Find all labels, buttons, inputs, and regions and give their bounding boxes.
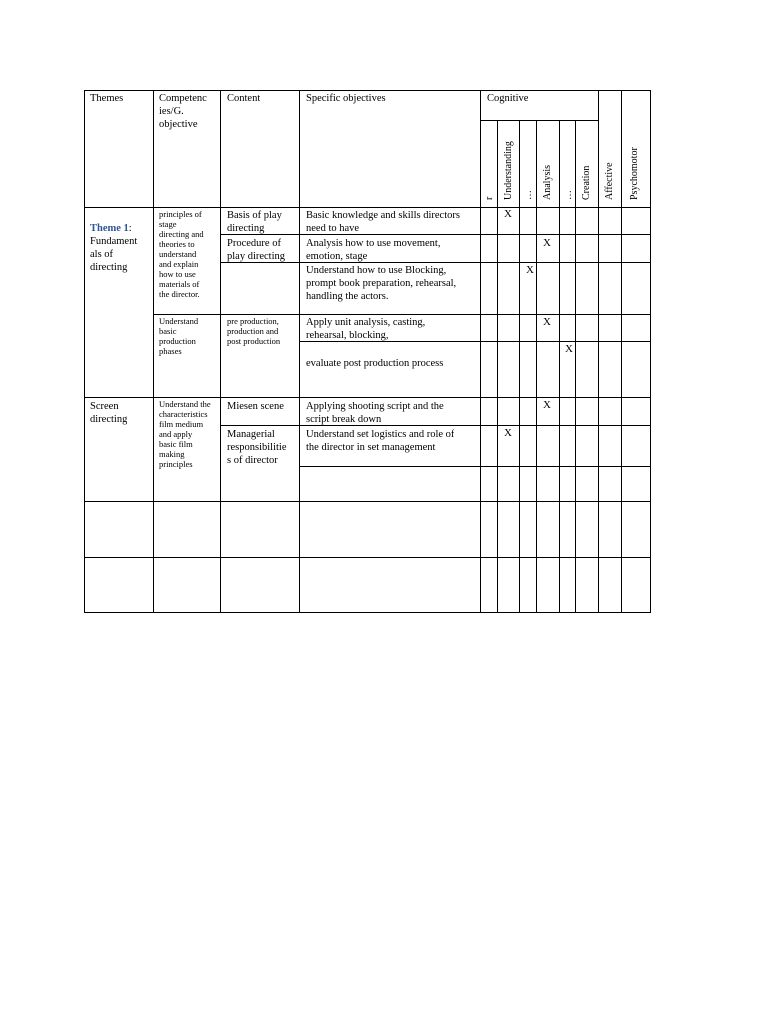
competency-1: principles of stage directing and theories to understand and explain how to use materials of the director. [159, 209, 204, 299]
competency-3: Understand the characteristics film medium and apply basic film making principles [159, 399, 211, 469]
header-content: Content [227, 93, 261, 104]
content-1: Basis of play directing [227, 210, 282, 234]
content-2: Procedure of play directing [227, 238, 286, 262]
mark-row-5: X [565, 343, 573, 355]
objective-5: evaluate post production process [306, 358, 444, 369]
mark-row-4: X [543, 316, 551, 328]
mark-row-1: X [504, 208, 512, 220]
theme-1-title: : Fundament als of directing [90, 223, 138, 273]
header-creation: Creation [581, 165, 592, 200]
header-understanding: Understanding [503, 141, 514, 200]
header-cognitive-sub-1: r [484, 196, 495, 200]
content-5: Managerial responsibilitie s of director [227, 429, 287, 466]
header-analysis: Analysis [542, 165, 553, 200]
mark-row-6: X [543, 399, 551, 411]
competency-2: Understand basic production phases [159, 316, 199, 356]
header-competencies: Competenc ies/G. objective [159, 93, 207, 130]
mark-row-7: X [504, 427, 512, 439]
header-cognitive-sub-5: … [563, 190, 574, 200]
header-psychomotor: Psychomotor [629, 147, 640, 200]
objective-1: Basic knowledge and skills directors need to have [306, 210, 460, 234]
header-cognitive-sub-3: … [523, 190, 534, 200]
objective-2: Analysis how to use movement, emotion, stage [306, 238, 441, 262]
content-3: pre production, production and post production [227, 316, 281, 346]
header-themes: Themes [90, 93, 124, 104]
theme-1-label: Theme 1 [90, 223, 129, 234]
header-specific-objectives: Specific objectives [306, 93, 386, 104]
objective-3: Understand how to use Blocking, prompt book preparation, rehearsal, handling the actors. [306, 265, 457, 302]
mark-row-2: X [543, 237, 551, 249]
objective-6: Applying shooting script and the script break down [306, 401, 444, 425]
objective-7: Understand set logistics and role of the director in set management [306, 429, 455, 453]
header-cognitive: Cognitive [487, 93, 529, 104]
header-affective: Affective [604, 162, 615, 200]
content-4: Miesen scene [227, 401, 284, 412]
mark-row-3: X [526, 264, 534, 276]
objective-4: Apply unit analysis, casting, rehearsal, blocking, [306, 317, 426, 341]
theme-2-title: Screen directing [90, 401, 128, 425]
theme-1-cell [90, 209, 152, 274]
